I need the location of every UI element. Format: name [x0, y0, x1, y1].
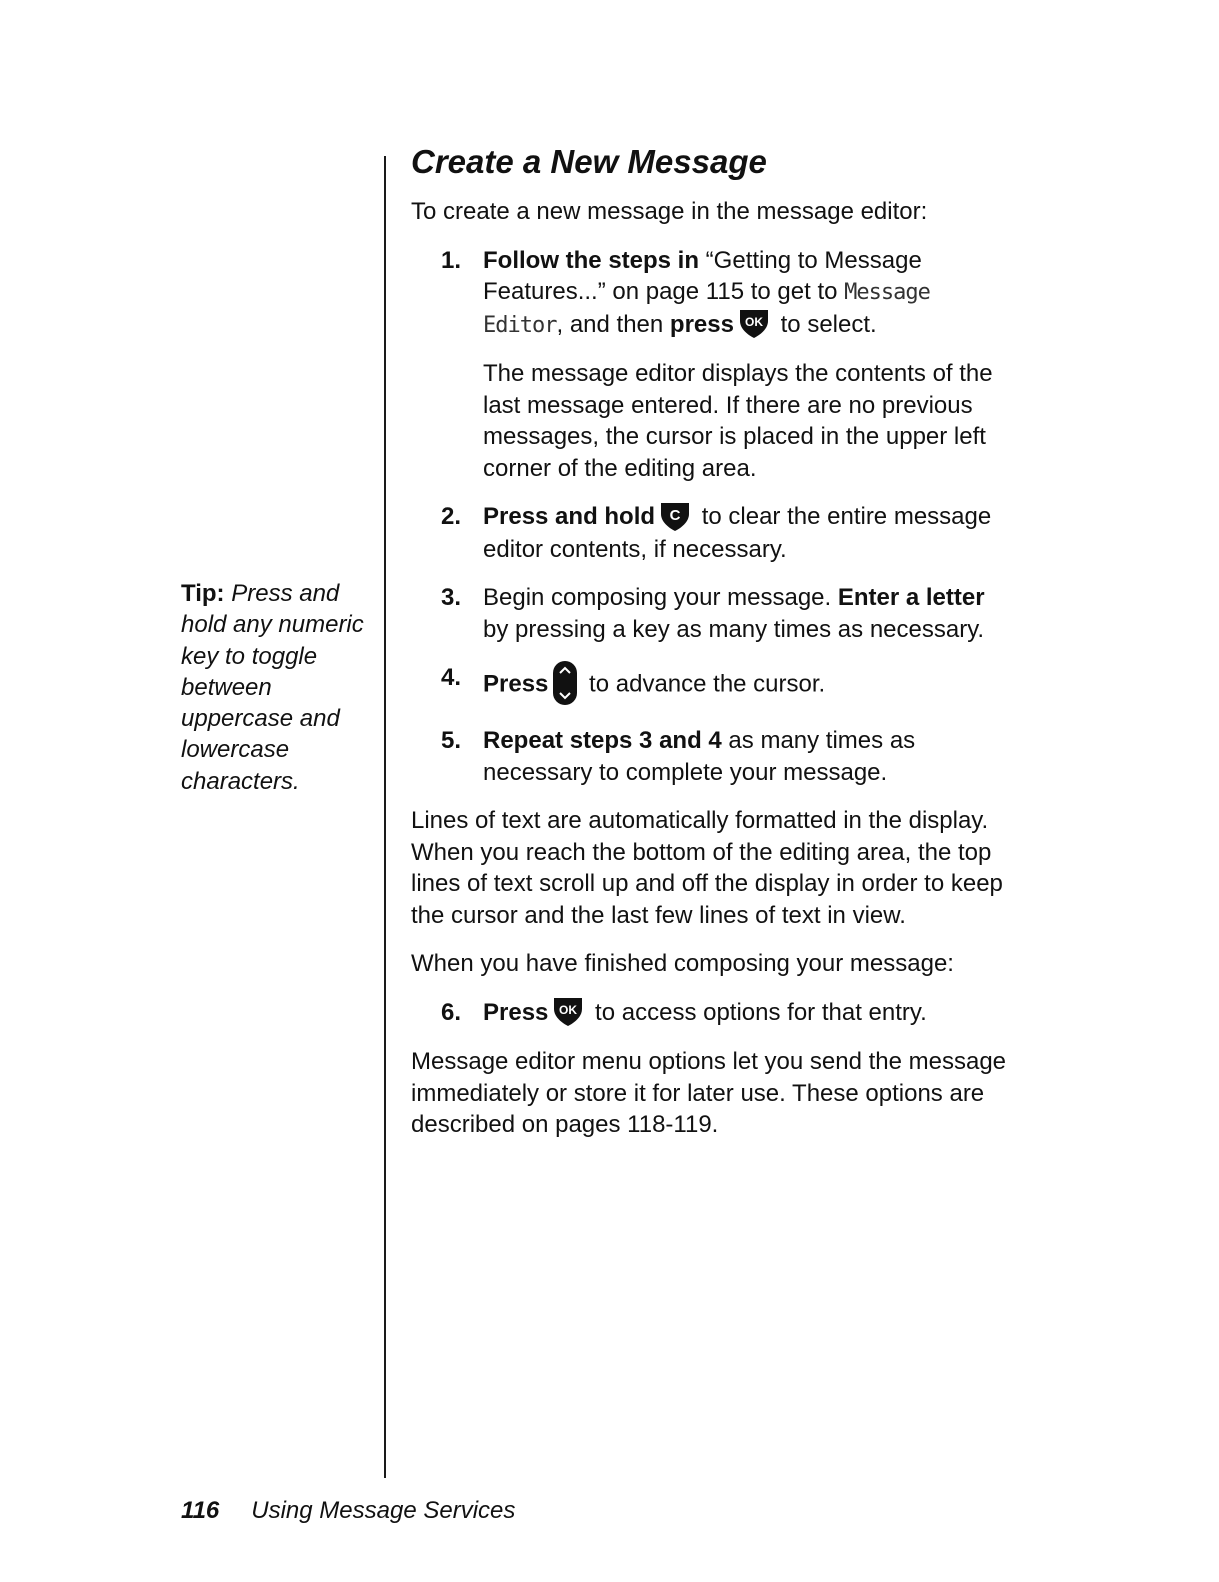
- step-bold: Press: [483, 670, 549, 698]
- step-text-part: to advance the cursor.: [582, 670, 826, 698]
- scroll-key-icon: [552, 660, 578, 706]
- svg-text:OK: OK: [559, 1003, 578, 1018]
- step-number: 5.: [441, 727, 462, 755]
- step-text-part: as many times as necessary to complete your message.: [483, 727, 916, 786]
- tip-label: Tip:: [181, 580, 225, 607]
- step-text-part: to clear the entire message editor contents, if necessary.: [483, 503, 992, 563]
- step-1: [411, 245, 1011, 485]
- step-number: 6.: [441, 998, 462, 1026]
- step-5: [411, 725, 1011, 788]
- step-text-part: , and then: [556, 310, 670, 338]
- step-number: 4.: [441, 664, 462, 692]
- tip-note: [181, 578, 366, 797]
- page-title: Create a New Message: [411, 143, 767, 180]
- step-number: 1.: [441, 246, 462, 274]
- clear-key-icon: [659, 500, 691, 532]
- step-text: [483, 245, 1011, 342]
- intro-paragraph: To create a new message in the message editor:: [411, 198, 928, 225]
- section-title: Using Message Services: [251, 1497, 516, 1524]
- formatting-paragraph: Lines of text are automatically formatted in the display. When you reach the bottom of the editing area, the top lines of text scroll up and off the display in order to keep the cursor and the last few lines of text in view.: [411, 807, 1003, 929]
- step-number: 3.: [441, 584, 462, 612]
- svg-text:OK: OK: [744, 315, 763, 330]
- step-bold: Press and hold: [483, 503, 656, 531]
- svg-text:C: C: [669, 506, 681, 524]
- page-number: 116: [181, 1497, 220, 1524]
- step-text: [483, 582, 1011, 645]
- step-text: [483, 725, 1011, 788]
- lcd-menu-item: Message Editor: [483, 280, 930, 338]
- step-text-part: “Getting to Message Features...” on page 115 to get to: [483, 246, 922, 305]
- tip-text: Press and hold any numeric key to toggle between uppercase and lowercase characters.: [181, 580, 364, 795]
- step-text-part: to select.: [773, 310, 877, 338]
- main-content: [411, 142, 1011, 1158]
- step-3: [411, 582, 1011, 645]
- step-text-part: Begin composing your message.: [483, 584, 838, 612]
- step-bold: Repeat steps 3 and 4: [483, 727, 722, 755]
- step-bold: Enter a letter: [837, 584, 985, 612]
- step-4: [411, 662, 1011, 708]
- step-6: [411, 997, 1011, 1030]
- step-text: [483, 662, 1011, 708]
- step-text-part: to access options for that entry.: [588, 998, 927, 1026]
- page-footer: [181, 1495, 515, 1526]
- step-2: [411, 501, 1011, 565]
- step-1-note: The message editor displays the contents of the last message entered. If there are no previous messages, the cursor is placed in the upper left corner of the editing area.: [483, 360, 993, 482]
- ok-key-icon: [738, 307, 770, 339]
- step-bold: Follow the steps in: [483, 246, 700, 274]
- step-text-part: by pressing a key as many times as necessary.: [483, 615, 985, 643]
- step-bold: press: [669, 310, 734, 338]
- step-bold: Press: [483, 998, 549, 1026]
- ok-key-icon: [552, 995, 584, 1027]
- step-number: 2.: [441, 503, 462, 531]
- options-paragraph: Message editor menu options let you send the message immediately or store it for later use. These options are described on pages 118-119.: [411, 1048, 1007, 1139]
- step-text: [483, 997, 1011, 1030]
- finished-paragraph: When you have finished composing your message:: [411, 950, 954, 978]
- margin-rule: [384, 156, 386, 1478]
- step-text: [483, 501, 1011, 565]
